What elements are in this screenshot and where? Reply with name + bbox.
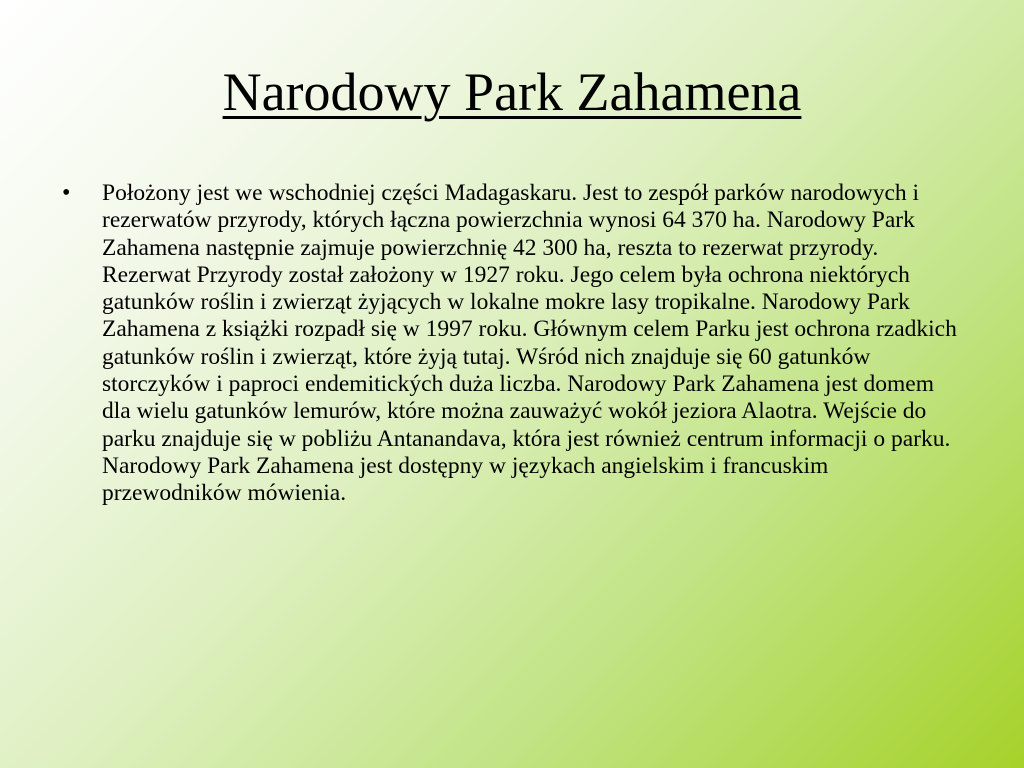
bullet-list — [62, 180, 967, 508]
bullet-text: Położony jest we wschodniej części Madagaskaru. Jest to zespół parków narodowych i rezerwatów przyrody, których łączna powierzchnia wynosi 64 370 ha. Narodowy Park Zahamena następnie zajmuje powierzchnię 42 300 ha, reszta to rezerwat przyrody. Rezerwat Przyrody został założony w 1927 roku. Jego celem była ochrona niektórych gatunków roślin i zwierząt żyjących w lokalne mokre lasy tropikalne. Narodowy Park Zahamena z książki rozpadł się w 1997 roku. Głównym celem Parku jest ochrona rzadkich gatunków roślin i zwierząt, które żyją tutaj. Wśród nich znajduje się 60 gatunków storczyków i paproci endemitických duża liczba. Narodowy Park Zahamena jest domem dla wielu gatunków lemurów, które można zauważyć wokół jeziora Alaotra. Wejście do parku znajduje się w pobliżu Antanandava, która jest również centrum informacji o parku. Narodowy Park Zahamena jest dostępny w językach angielskim i francuskim przewodników mówienia. — [102, 180, 957, 507]
bullet-item — [62, 180, 967, 508]
bullet-icon: • — [62, 180, 71, 206]
slide-title: Narodowy Park Zahamena — [222, 62, 802, 122]
